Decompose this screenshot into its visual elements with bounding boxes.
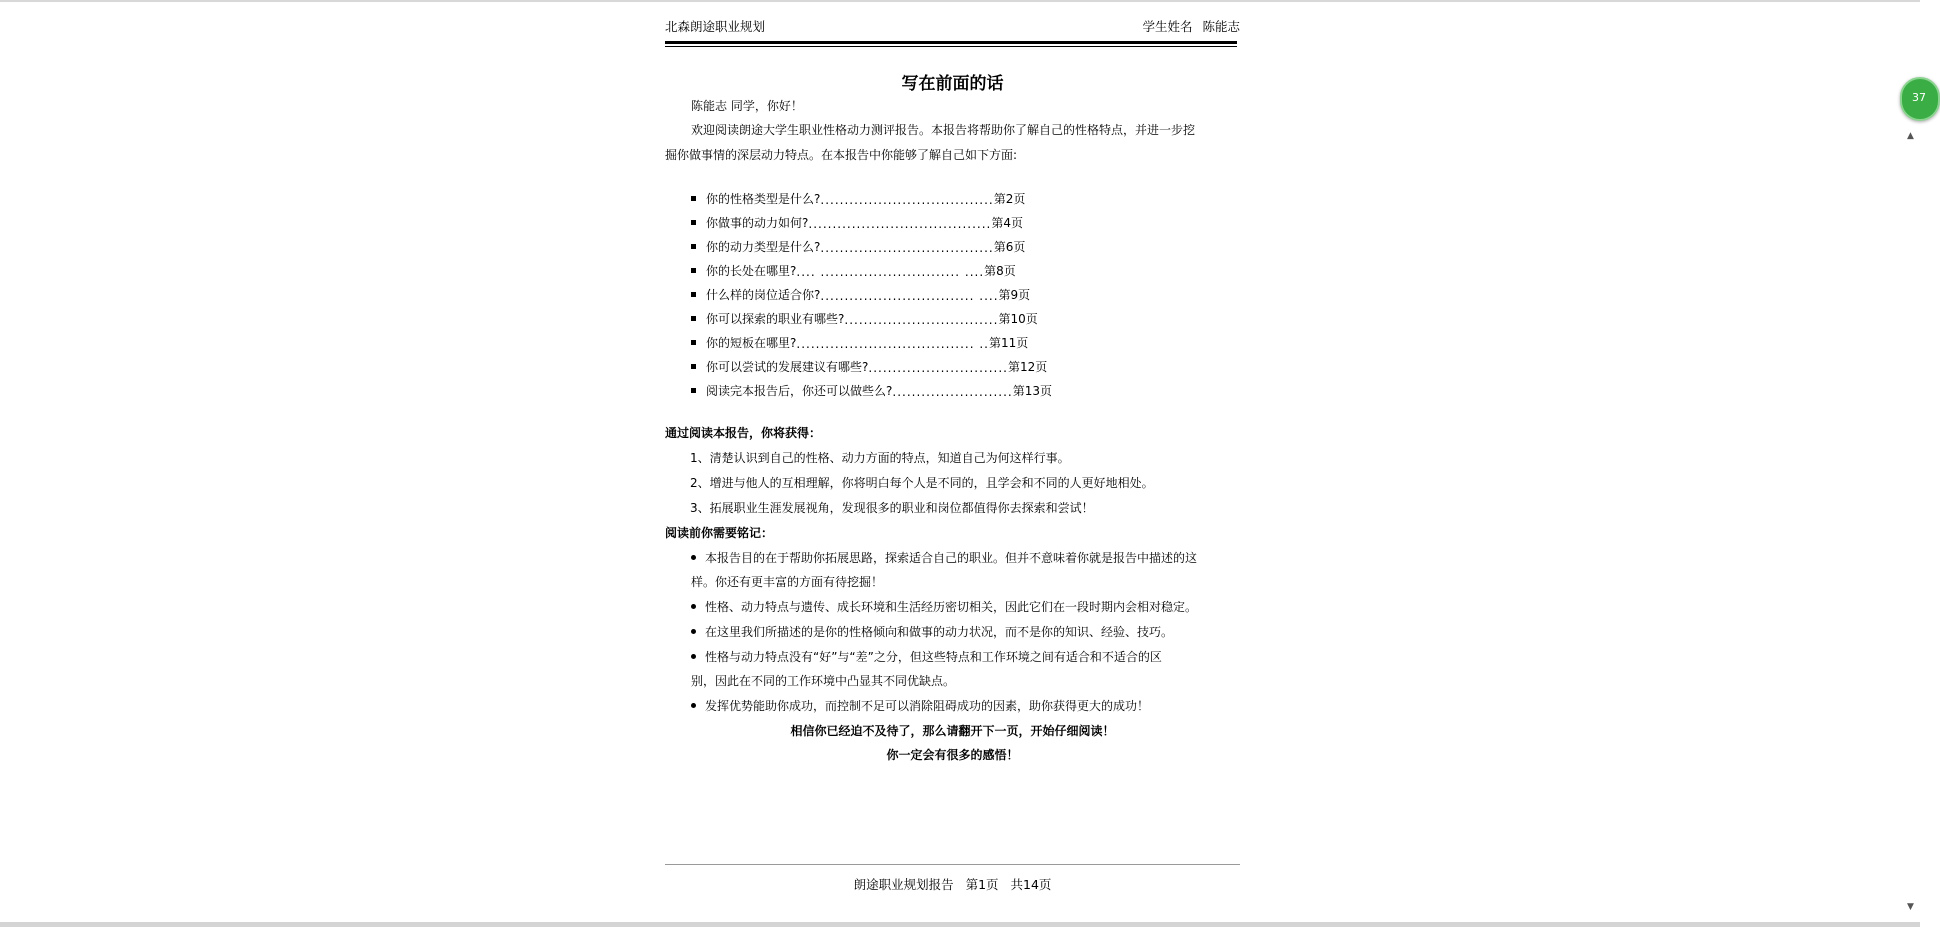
bullet-icon	[691, 604, 696, 609]
footer-rule	[665, 864, 1240, 865]
toc-item	[691, 238, 1025, 255]
note-continuation: 样。你还有更丰富的方面有待挖掘！	[691, 575, 884, 589]
square-bullet-icon	[691, 316, 696, 321]
intro-line-2: 掘你做事情的深层动力特点。在本报告中你能够了解自己如下方面:	[665, 148, 1018, 162]
toc-item	[691, 358, 1047, 375]
floating-widget-button[interactable]	[1900, 77, 1940, 121]
note-item	[691, 623, 1173, 640]
header-brand: 北森朗途职业规划	[665, 19, 766, 34]
toc-page: 第4页	[991, 216, 1023, 230]
note-item	[691, 697, 1149, 714]
toc-leader: .... ............................. ....	[796, 265, 985, 279]
note-text: 性格、动力特点与遗传、成长环境和生活经历密切相关，因此它们在一段时期内会相对稳定。	[705, 600, 1198, 614]
scroll-down-icon[interactable]: ▼	[1907, 902, 1914, 912]
toc-item	[691, 382, 1052, 399]
intro-line-1: 欢迎阅读朗途大学生职业性格动力测评报告。本报告将帮助你了解自己的性格特点，并进一步挖	[691, 123, 1196, 137]
greeting: 陈能志 同学，你好！	[691, 99, 803, 113]
closing-line-2: 你一定会有很多的感悟！	[886, 748, 1019, 762]
toc-page: 第2页	[993, 192, 1026, 206]
toc-page: 第13页	[1012, 384, 1053, 398]
toc-question: 你可以尝试的发展建议有哪些?	[706, 360, 869, 374]
toc-page: 第9页	[998, 288, 1031, 302]
toc-leader: ................................	[844, 313, 999, 327]
toc-question: 你做事的动力如何?	[706, 216, 809, 230]
scroll-up-icon[interactable]: ▲	[1907, 131, 1914, 141]
note-continuation: 别，因此在不同的工作环境中凸显其不同优缺点。	[691, 674, 956, 688]
student-label: 学生姓名	[1142, 19, 1193, 34]
header-student	[1132, 17, 1240, 35]
toc-item	[691, 262, 1016, 279]
page-footer	[665, 875, 1240, 893]
gain-item: 3、拓展职业生涯发展视角，发现很多的职业和岗位都值得你去探索和尝试！	[690, 501, 1094, 515]
toc-leader: ..................................... ..	[796, 337, 989, 351]
toc-page: 第8页	[984, 264, 1016, 278]
note-text: 在这里我们所描述的是你的性格倾向和做事的动力状况，而不是你的知识、经验、技巧。	[705, 625, 1174, 639]
toc-leader: .............................	[868, 361, 1008, 375]
toc-question: 什么样的岗位适合你?	[706, 288, 821, 302]
report-page	[665, 0, 1240, 920]
bullet-icon	[691, 654, 696, 659]
toc-leader: ................................ ....	[820, 289, 999, 303]
gain-heading: 通过阅读本报告，你将获得：	[665, 426, 822, 440]
bullet-icon	[691, 555, 696, 560]
bullet-icon	[691, 703, 696, 708]
note-item	[691, 598, 1197, 615]
window-bottom-border	[0, 922, 1920, 927]
note-item	[691, 648, 1162, 665]
toc-page: 第11页	[988, 336, 1029, 350]
toc-leader: ....................................	[820, 193, 994, 207]
square-bullet-icon	[691, 220, 696, 225]
note-text: 本报告目的在于帮助你拓展思路，探索适合自己的职业。但并不意味着你就是报告中描述的这	[705, 551, 1198, 565]
toc-page: 第12页	[1008, 360, 1048, 374]
square-bullet-icon	[691, 340, 696, 345]
toc-question: 你的性格类型是什么?	[706, 192, 821, 206]
toc-leader: .........................	[892, 385, 1013, 399]
square-bullet-icon	[691, 388, 696, 393]
toc-item	[691, 334, 1028, 351]
square-bullet-icon	[691, 244, 696, 249]
square-bullet-icon	[691, 268, 696, 273]
toc-leader: ......................................	[808, 217, 992, 231]
closing-line-1: 相信你已经迫不及待了，那么请翻开下一页，开始仔细阅读！	[790, 724, 1115, 738]
toc-item	[691, 310, 1038, 327]
toc-question: 你可以探索的职业有哪些?	[706, 312, 845, 326]
footer-page: 第1页	[965, 877, 999, 892]
toc-leader: ....................................	[820, 241, 994, 255]
widget-badge: 37	[1912, 91, 1926, 104]
page-header	[665, 17, 1240, 37]
bullet-icon	[691, 629, 696, 634]
square-bullet-icon	[691, 196, 696, 201]
footer-total: 共14页	[1010, 877, 1052, 892]
notes-heading: 阅读前你需要铭记：	[665, 526, 774, 540]
toc-question: 你的动力类型是什么?	[706, 240, 821, 254]
toc-item	[691, 190, 1025, 207]
toc-question: 你的长处在哪里?	[706, 264, 797, 278]
student-name: 陈能志	[1202, 19, 1240, 34]
gain-item: 1、清楚认识到自己的性格、动力方面的特点，知道自己为何这样行事。	[690, 451, 1070, 465]
toc-page: 第6页	[993, 240, 1026, 254]
page-title: 写在前面的话	[901, 74, 1004, 94]
note-text: 性格与动力特点没有“好”与“差”之分，但这些特点和工作环境之间有适合和不适合的区	[705, 650, 1162, 664]
toc-item	[691, 214, 1023, 231]
toc-item	[691, 286, 1030, 303]
header-rule-thick	[665, 41, 1237, 44]
gain-item: 2、增进与他人的互相理解，你将明白每个人是不同的，且学会和不同的人更好地相处。	[690, 476, 1154, 490]
toc-question: 阅读完本报告后，你还可以做些么?	[706, 384, 893, 398]
toc-page: 第10页	[998, 312, 1038, 326]
square-bullet-icon	[691, 292, 696, 297]
note-text: 发挥优势能助你成功，而控制不足可以消除阻碍成功的因素，助你获得更大的成功！	[705, 699, 1150, 713]
square-bullet-icon	[691, 364, 696, 369]
note-item	[691, 549, 1197, 566]
toc-question: 你的短板在哪里?	[706, 336, 797, 350]
footer-report: 朗途职业规划报告	[853, 877, 954, 892]
header-rule-thin	[665, 46, 1237, 47]
